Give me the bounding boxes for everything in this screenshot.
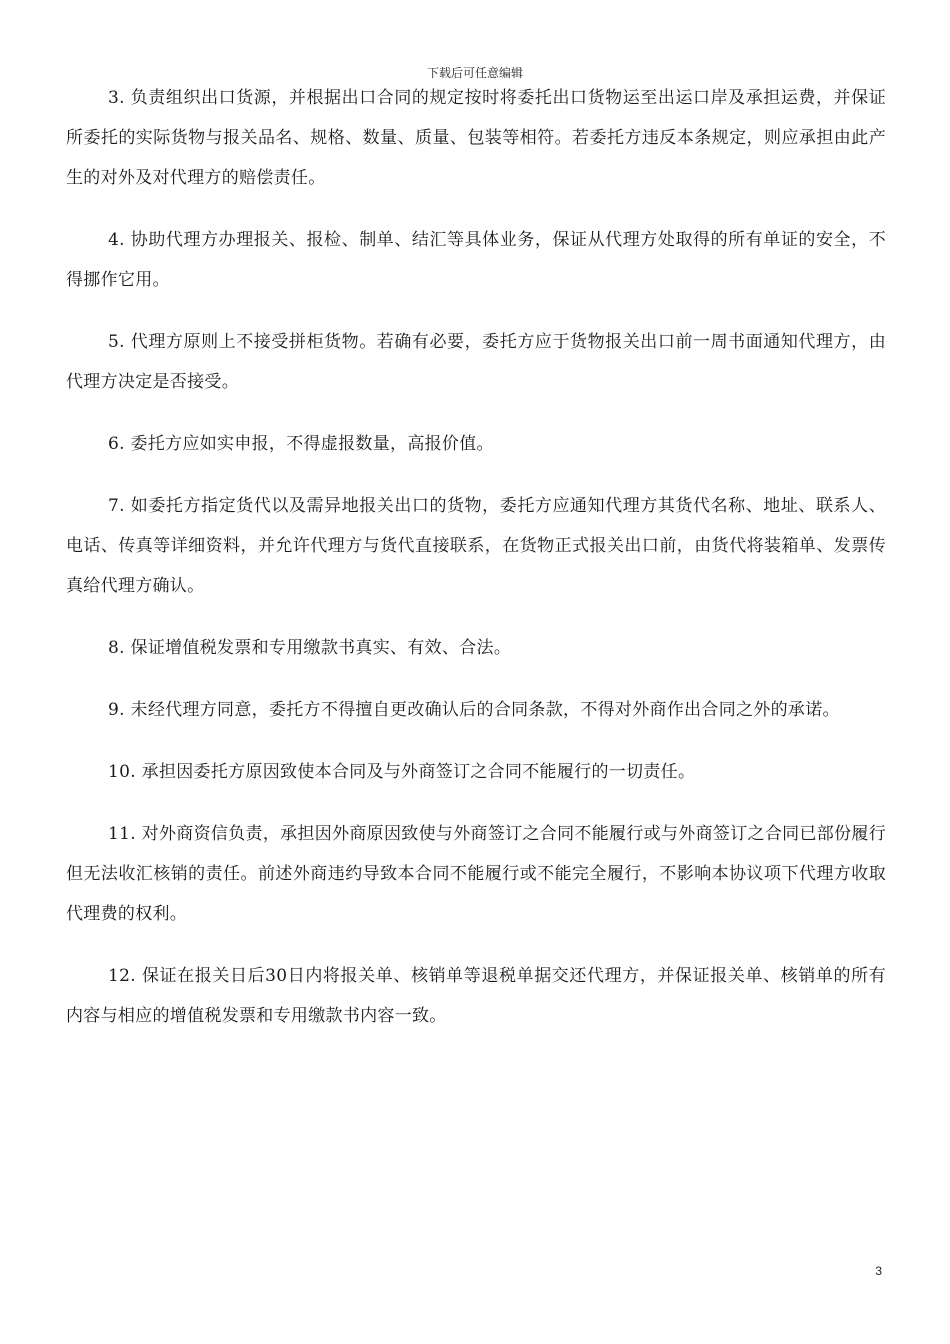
clause-6: 6. 委托方应如实申报，不得虚报数量，高报价值。 [108, 434, 494, 454]
page-number: 3 [875, 1264, 882, 1278]
contract-body [66, 78, 886, 1058]
clause-10: 10. 承担因委托方原因致使本合同及与外商签订之合同不能履行的一切责任。 [108, 762, 696, 782]
clause-11: 11. 对外商资信负责，承担因外商原因致使与外商签订之合同不能履行或与外商签订之合同已部份履行但无法收汇核销的责任。前述外商违约导致本合同不能履行或不能完全履行，不影响本协议项下代理方收取代理费的权利。 [66, 824, 886, 924]
clause-5: 5. 代理方原则上不接受拼柜货物。若确有必要，委托方应于货物报关出口前一周书面通知代理方，由代理方决定是否接受。 [66, 332, 886, 392]
clause-9: 9. 未经代理方同意，委托方不得擅自更改确认后的合同条款，不得对外商作出合同之外的承诺。 [108, 700, 840, 720]
clause-3: 3. 负责组织出口货源，并根据出口合同的规定按时将委托出口货物运至出运口岸及承担运费，并保证所委托的实际货物与报关品名、规格、数量、质量、包装等相符。若委托方违反本条规定，则应承担由此产生的对外及对代理方的赔偿责任。 [66, 88, 886, 188]
clause-4: 4. 协助代理方办理报关、报检、制单、结汇等具体业务，保证从代理方处取得的所有单证的安全，不得挪作它用。 [66, 230, 886, 290]
clause-7: 7. 如委托方指定货代以及需异地报关出口的货物，委托方应通知代理方其货代名称、地址、联系人、电话、传真等详细资料，并允许代理方与货代直接联系，在货物正式报关出口前，由货代将装箱单、发票传真给代理方确认。 [66, 496, 886, 596]
clause-8: 8. 保证增值税发票和专用缴款书真实、有效、合法。 [108, 638, 512, 658]
header-note: 下载后可任意编辑 [426, 66, 523, 80]
clause-12: 12. 保证在报关日后30日内将报关单、核销单等退税单据交还代理方，并保证报关单、核销单的所有内容与相应的增值税发票和专用缴款书内容一致。 [66, 966, 886, 1026]
